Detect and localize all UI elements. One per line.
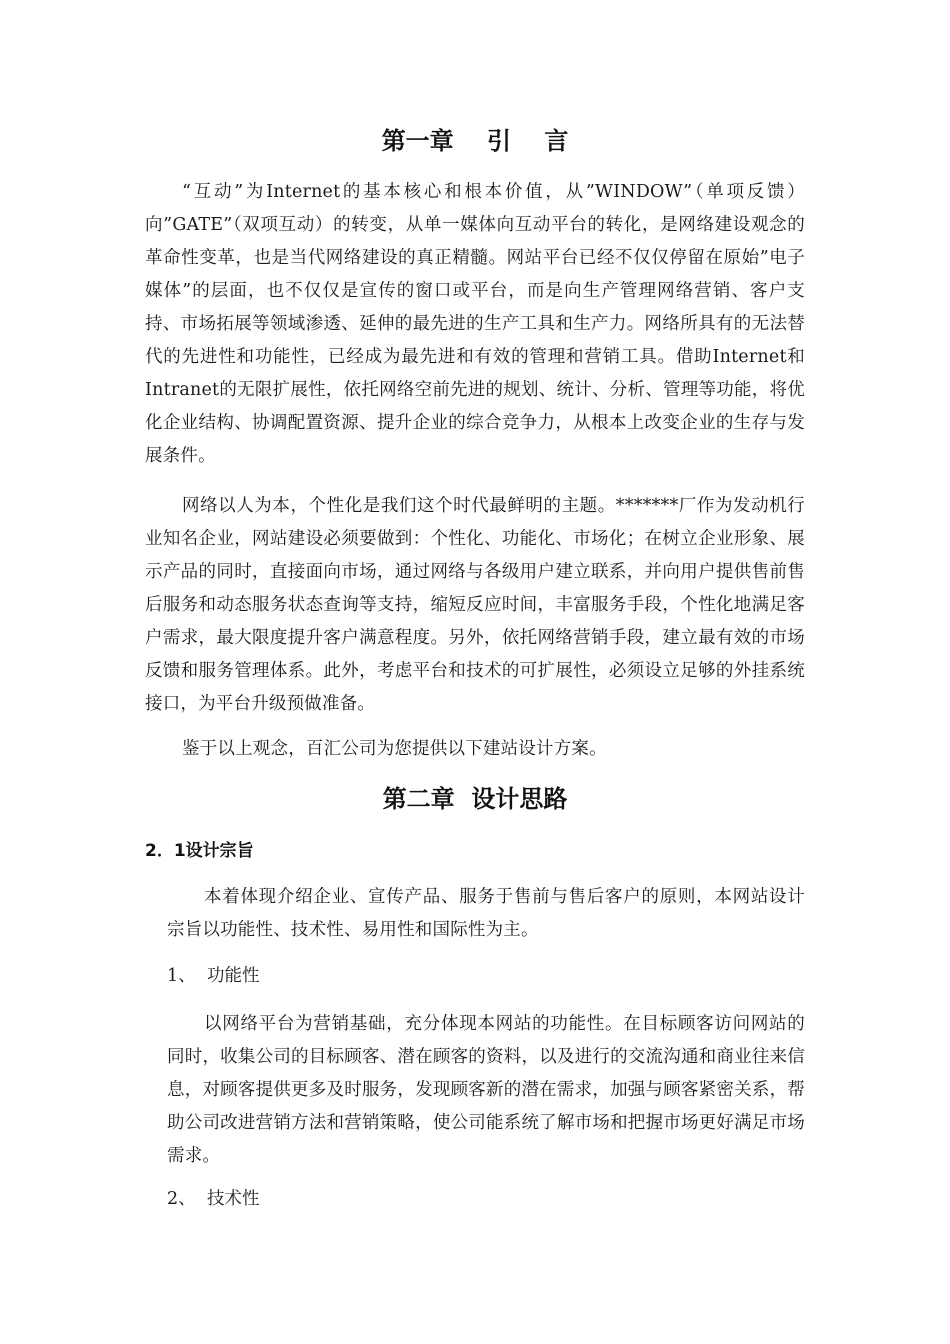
list-item-functionality	[167, 962, 260, 990]
chapter-1-title: 第一章 引 言	[381, 127, 569, 155]
chapter-1-paragraph-2: 网络以人为本，个性化是我们这个时代最鲜明的主题。*******厂作为发动机行业知名企业，网站建设必须要做到：个性化、功能化、市场化；在树立企业形象、展示产品的同时，直接面向市场，通过网络与各级用户建立联系，并向用户提供售前售后服务和动态服务状态查询等支持，缩短反应时间，丰富服务手段，个性化地满足客户需求，最大限度提升客户满意程度。另外，依托网络营销手段，建立最有效的市场反馈和服务管理体系。此外，考虑平台和技术的可扩展性，必须设立足够的外挂系统接口，为平台升级预做准备。	[145, 496, 805, 714]
chapter-1-paragraph-1: “互动”为Internet的基本核心和根本价值，从”WINDOW”（单项反馈）向”GATE”（双项互动）的转变，从单一媒体向互动平台的转化，是网络建设观念的革命性变革，也是当代网络建设的真正精髓。网站平台已经不仅仅停留在原始”电子媒体”的层面，也不仅仅是宣传的窗口或平台，而是向生产管理网络营销、客户支持、市场拓展等领域渗透、延伸的最先进的生产工具和生产力。网络所具有的无法替代的先进性和功能性，已经成为最先进和有效的管理和营销工具。借助Internet和Intranet的无限扩展性，依托网络空前先进的规划、统计、分析、管理等功能，将优化企业结构、协调配置资源、提升企业的综合竞争力，从根本上改变企业的生存与发展条件。	[145, 182, 805, 466]
list-item-label: 技术性	[207, 1189, 260, 1209]
list-item-technicality	[167, 1185, 260, 1213]
chapter-1-paragraph-3: 鉴于以上观念，百汇公司为您提供以下建站设计方案。	[182, 739, 607, 759]
section-2-1-intro: 本着体现介绍企业、宣传产品、服务于售前与售后客户的原则，本网站设计宗旨以功能性、技术性、易用性和国际性为主。	[167, 887, 805, 940]
functionality-paragraph: 以网络平台为营销基础，充分体现本网站的功能性。在目标顾客访问网站的同时，收集公司的目标顾客、潜在顾客的资料，以及进行的交流沟通和商业往来信息，对顾客提供更多及时服务，发现顾客新的潜在需求，加强与顾客紧密关系，帮助公司改进营销方法和营销策略，使公司能系统了解市场和把握市场更好满足市场需求。	[167, 1014, 805, 1166]
section-2-1-heading: 2．1设计宗旨	[145, 841, 254, 861]
list-item-number: 2、	[167, 1189, 196, 1209]
list-item-label: 功能性	[207, 966, 260, 986]
chapter-2-title: 第二章 设计思路	[382, 785, 568, 813]
list-item-number: 1、	[167, 966, 196, 986]
